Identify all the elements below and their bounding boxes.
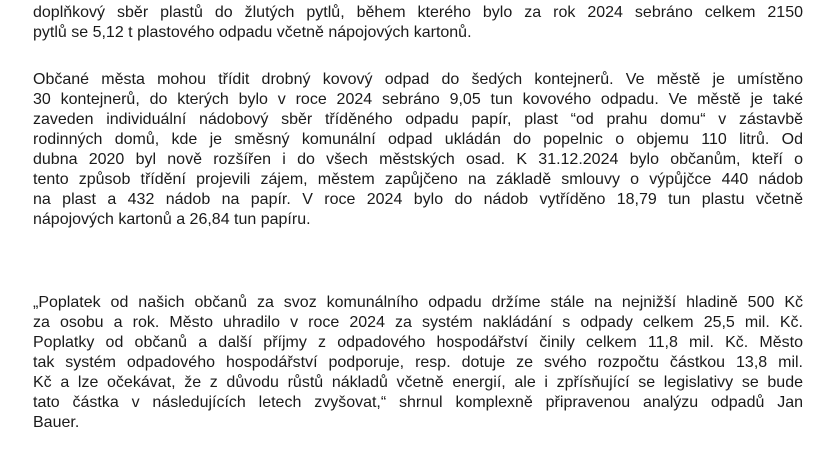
text-line: doplňkový sběr plastů do žlutých pytlů, během kterého bylo za rok 2024 sebráno celkem 2150 bbox=[33, 4, 803, 21]
text-line: 30 kontejnerů, do kterých bylo v roce 2024 sebráno 9,05 tun kovového odpadu. Ve městě je také bbox=[33, 91, 803, 108]
text-line: za osobu a rok. Město uhradilo v roce 2024 za systém nakládání s odpady celkem 25,5 mil. Kč. bbox=[33, 314, 803, 331]
text-line: „Poplatek od našich občanů za svoz komunálního odpadu držíme stále na nejnižší hladině 500 Kč bbox=[33, 294, 803, 311]
text-line: Bauer. bbox=[33, 414, 80, 431]
text-line: Občané města mohou třídit drobný kovový odpad do šedých kontejnerů. Ve městě je umístěno bbox=[33, 71, 803, 88]
text-line: nápojových kartonů a 26,84 tun papíru. bbox=[33, 211, 311, 228]
text-line: pytlů se 5,12 t plastového odpadu včetně nápojových kartonů. bbox=[33, 24, 472, 41]
text-line: tak systém odpadového hospodářství podporuje, resp. dotuje ze svého rozpočtu částkou 13,8 mil. bbox=[33, 354, 803, 371]
text-line: dubna 2020 byl nově rozšířen i do všech městských osad. K 31.12.2024 bylo občanům, kteří o bbox=[33, 151, 803, 168]
paragraph-quote-fees bbox=[33, 293, 803, 433]
text-line: Poplatky od občanů a další příjmy z odpadového hospodářství činily celkem 11,8 mil. Kč. Město bbox=[33, 334, 803, 351]
text-line: na plast a 432 nádob na papír. V roce 2024 bylo do nádob vytříděno 18,79 tun plastu včetně bbox=[33, 191, 803, 208]
text-line: zaveden individuální nádobový sběr tříděného odpadu papír, plast “od prahu domu“ v zástavbě bbox=[33, 111, 803, 128]
text-line: Kč a lze očekávat, že z důvodu růstů nákladů včetně energií, ale i zpřísňující se legislativy se bude bbox=[33, 374, 803, 391]
text-line: tento způsob třídění projevili zájem, městem zapůjčeno na základě smlouvy o výpůjčce 440 nádob bbox=[33, 171, 803, 188]
paragraph-plastic-bags bbox=[33, 3, 803, 43]
text-line: tato částka v následujících letech zvyšovat,“ shrnul komplexně připravenou analýzu odpadů Jan bbox=[33, 394, 803, 411]
paragraph-metal-and-door-to-door bbox=[33, 70, 803, 230]
text-line: rodinných domů, kde je směsný komunální odpad ukládán do popelnic o objemu 110 litrů. Od bbox=[33, 131, 803, 148]
